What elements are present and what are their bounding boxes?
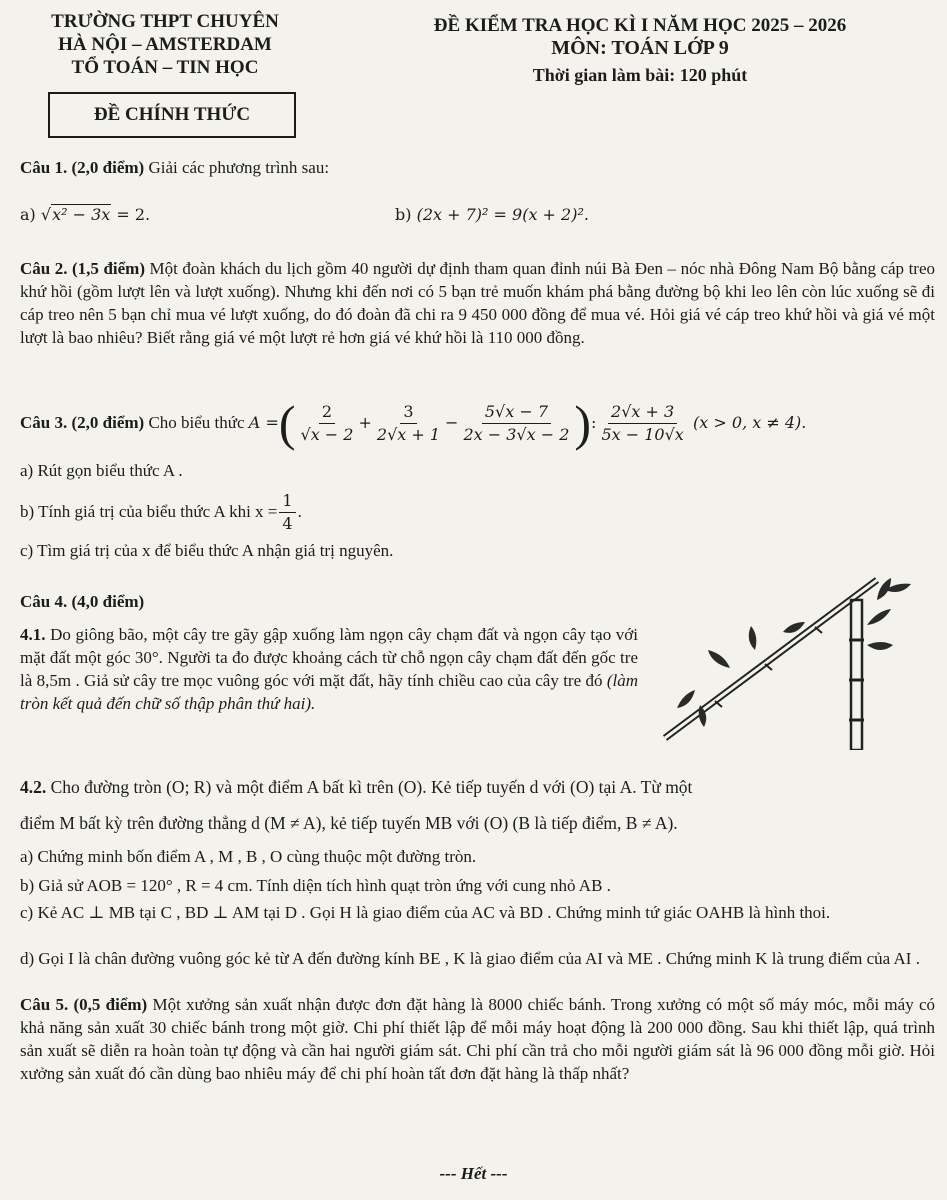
- q4-2-part-b: b) Giả sử AOB = 120° , R = 4 cm. Tính diện tích hình quạt tròn ứng với cung nhỏ AB .: [20, 876, 611, 895]
- bamboo-illustration: [655, 570, 940, 750]
- q3-fraction-3: $\frac{5√x - 7}{2x - 3√x - 2}$: [463, 401, 570, 444]
- q3-fraction-1: $\frac{2}{√x - 2}$: [300, 401, 354, 444]
- q4-2-part-c: c) Kẻ AC ⊥ MB tại C , BD ⊥ AM tại D . Gọi H là giao điểm của AC và BD . Chứng minh tứ giác OAHB là hình thoi.: [20, 903, 831, 922]
- q4-heading: Câu 4. (4,0 điểm): [20, 592, 145, 611]
- q4-1-paragraph: 4.1. Do giông bão, một cây tre gãy gập xuống làm ngọn cây chạm đất và ngọn cây tạo với mặt đất một góc 30°. Người ta đo được khoảng cách từ chỗ ngọn cây chạm đất đến gốc tre là 8,5m . Giả sử cây tre mọc vuông góc với mặt đất, hãy tính chiều cao của cây tre đó (làm tròn kết quả đến chữ số thập phân thứ hai).: [20, 625, 639, 713]
- q1-heading: Câu 1. (2,0 điểm) Giải các phương trình sau:: [20, 158, 330, 177]
- school-line-1: TRƯỜNG THPT CHUYÊN: [51, 11, 279, 32]
- q4-2-part-a: a) Chứng minh bốn điểm A , M , B , O cùng thuộc một đường tròn.: [20, 847, 477, 866]
- bamboo-stump: [849, 600, 864, 750]
- school-name: [20, 10, 310, 79]
- school-line-3: TỔ TOÁN – TIN HỌC: [71, 57, 259, 78]
- q3-part-c: c) Tìm giá trị của x để biểu thức A nhận giá trị nguyên.: [20, 541, 394, 560]
- q3-fraction-2: $\frac{3}{2√x + 1}$: [376, 401, 441, 444]
- end-marker: --- Hết ---: [439, 1164, 508, 1183]
- q3-fraction-4: $\frac{2√x + 3}{5x - 10√x}$: [601, 401, 684, 444]
- school-line-2: HÀ NỘI – AMSTERDAM: [58, 34, 272, 55]
- q4-2-line-1: 4.2. Cho đường tròn (O; R) và một điểm A bất kì trên (O). Kẻ tiếp tuyến d với (O) tại A. Từ một: [20, 777, 693, 797]
- q4-2-line-2: điểm M bất kỳ trên đường thẳng d (M ≠ A), kẻ tiếp tuyến MB với (O) (B là tiếp điểm, B ≠ A).: [20, 813, 678, 833]
- exam-time: Thời gian làm bài: 120 phút: [532, 65, 748, 85]
- q3-heading: Câu 3. (2,0 điểm) Cho biểu thức A = ( $\frac{2}{√x - 2}$ + $\frac{3}{2√x + 1}$ − $\frac{5√x - 7}{2x - 3√x - 2}$ ) : $\frac{2√x + 3}{5x - 10√x}$ (x > 0, x ≠ 4).: [20, 395, 807, 451]
- bamboo-broken-top: [665, 580, 877, 738]
- official-badge: ĐỀ CHÍNH THỨC: [48, 92, 296, 138]
- q4-2-part-d: d) Gọi I là chân đường vuông góc kẻ từ A đến đường kính BE , K là giao điểm của AI và ME . Chứng minh K là trung điểm của AI .: [20, 949, 920, 968]
- q3-fraction-quarter: $\frac{1}{4}$: [279, 490, 295, 535]
- q5-paragraph: Câu 5. (0,5 điểm) Một xưởng sản xuất nhận được đơn đặt hàng là 8000 chiếc bánh. Trong xưởng có một số máy móc, mỗi máy có khả năng sản xuất 30 chiếc bánh trong một giờ. Chi phí thiết lập để mỗi máy hoạt động là 200 000 đồng. Sau khi thiết lập, quá trình sản xuất sẽ diễn ra hoàn toàn tự động và cần hai người giám sát. Chi phí cần trả cho mỗi người giám sát là 96 000 đồng mỗi giờ. Hỏi xưởng sản xuất đó cần dùng bao nhiêu máy để chi phí hoàn tất đơn đặt hàng là thấp nhất?: [20, 995, 936, 1083]
- exam-subject: MÔN: TOÁN LỚP 9: [551, 37, 729, 59]
- q1-part-b: b) (2x + 7)² = 9(x + 2)².: [395, 205, 589, 224]
- q2-paragraph: Câu 2. (1,5 điểm) Một đoàn khách du lịch gồm 40 người dự định tham quan đỉnh núi Bà Đen – nóc nhà Đông Nam Bộ bằng cáp treo khứ hồi (gồm lượt lên và lượt xuống). Nhưng khi đến nơi có 5 bạn trẻ muốn khám phá bằng đường bộ khi leo lên còn lúc xuống sẽ đi cáp treo nên 5 bạn chỉ mua vé lượt xuống, do đó đoàn đã chi ra 9 450 000 đồng để mua vé. Hỏi giá vé cáp treo khứ hồi và giá vé một lượt là bao nhiêu? Biết rằng giá vé một lượt rẻ hơn giá vé khứ hồi là 110 000 đồng.: [20, 259, 936, 347]
- exam-heading: [360, 14, 920, 87]
- q3-part-a: a) Rút gọn biểu thức A .: [20, 461, 183, 480]
- q3-part-b: b) Tính giá trị của biểu thức A khi x = $\frac{1}{4}$ .: [20, 490, 302, 533]
- q1-part-a: a) √x² − 3x = 2.: [20, 205, 151, 224]
- exam-title: ĐỀ KIỂM TRA HỌC KÌ I NĂM HỌC 2025 – 2026: [433, 15, 847, 36]
